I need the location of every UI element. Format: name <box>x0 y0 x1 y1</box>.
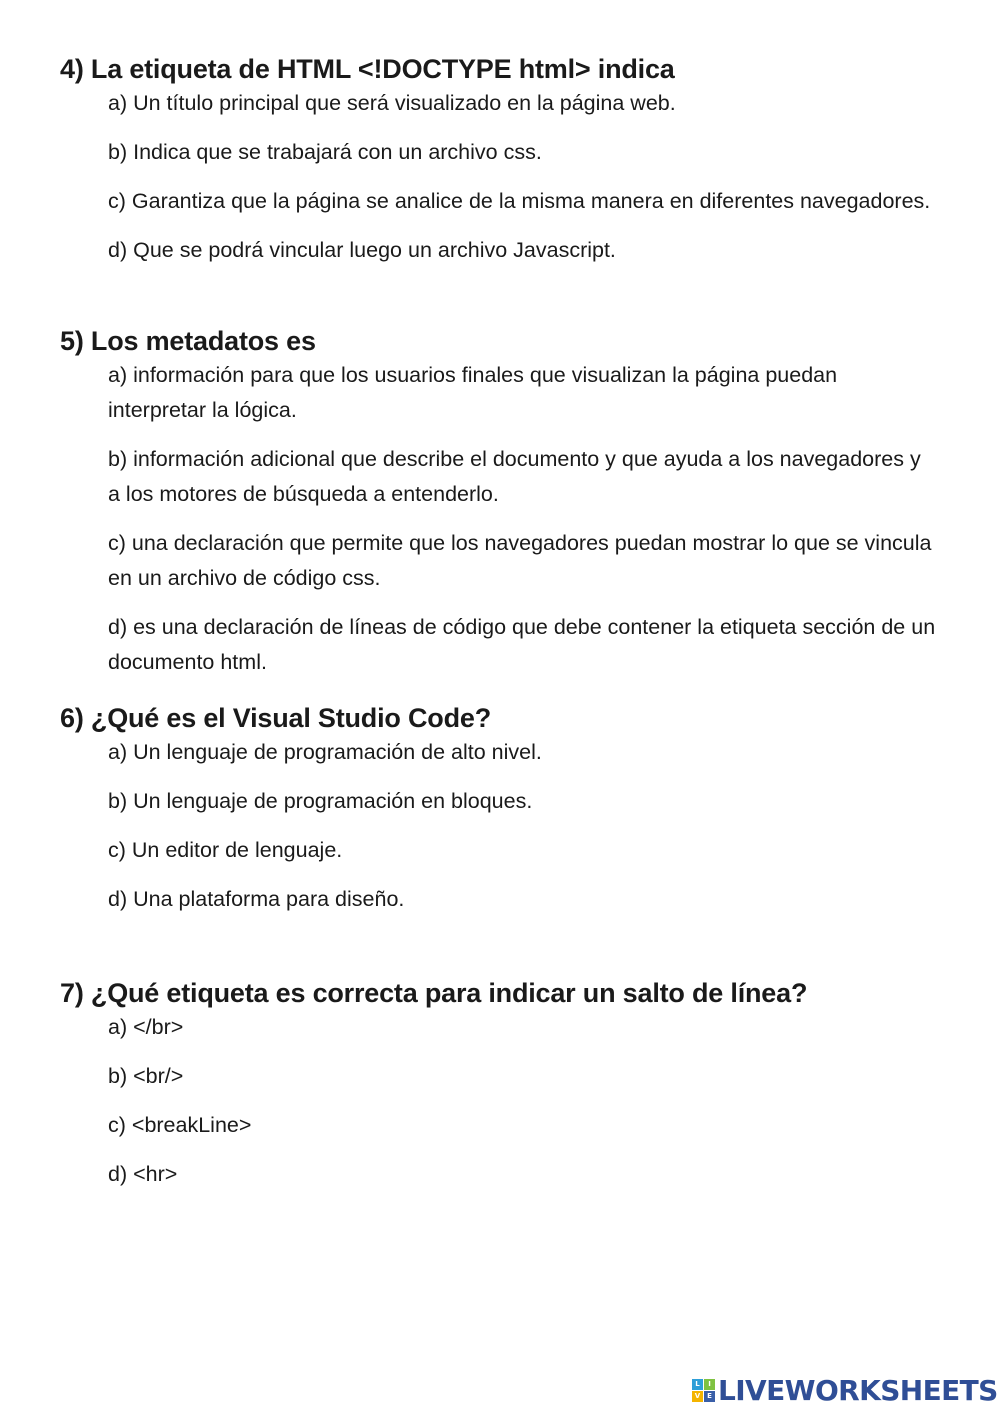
answer-option-b[interactable]: b) Indica que se trabajará con un archivo css. <box>108 140 542 164</box>
question-title: 7) ¿Qué etiqueta es correcta para indicar un salto de línea? <box>60 978 808 1008</box>
answer-options <box>60 358 960 680</box>
logo-block: L <box>692 1379 703 1390</box>
answer-option-c[interactable]: c) una declaración que permite que los navegadores puedan mostrar lo que se vincula en un archivo de código css. <box>108 531 932 590</box>
answer-option-b[interactable]: b) <br/> <box>108 1064 184 1088</box>
logo-block: I <box>704 1379 715 1390</box>
answer-options <box>60 735 960 917</box>
logo-block: V <box>692 1391 703 1402</box>
question-title: 6) ¿Qué es el Visual Studio Code? <box>60 703 491 733</box>
liveworksheets-logo <box>692 1374 998 1406</box>
logo-text: LIVEWORKSHEETS <box>718 1373 998 1407</box>
question-7 <box>60 976 960 1206</box>
answer-option-b[interactable]: b) información adicional que describe el documento y que ayuda a los navegadores y a los motores de búsqueda a entenderlo. <box>108 447 921 506</box>
answer-options <box>60 1010 960 1192</box>
answer-option-d[interactable]: d) <hr> <box>108 1162 178 1186</box>
answer-option-a[interactable]: a) </br> <box>108 1015 184 1039</box>
answer-option-c[interactable]: c) Garantiza que la página se analice de la misma manera en diferentes navegadores. <box>108 189 931 213</box>
logo-blocks-icon <box>692 1379 715 1402</box>
answer-option-a[interactable]: a) Un título principal que será visualizado en la página web. <box>108 91 676 115</box>
question-4 <box>60 52 960 282</box>
answer-option-a[interactable]: a) información para que los usuarios finales que visualizan la página puedan interpretar la lógica. <box>108 363 838 422</box>
answer-option-d[interactable]: d) es una declaración de líneas de código que debe contener la etiqueta sección de un documento html. <box>108 615 936 674</box>
answer-option-a[interactable]: a) Un lenguaje de programación de alto nivel. <box>108 740 542 764</box>
question-6 <box>60 701 960 931</box>
answer-option-b[interactable]: b) Un lenguaje de programación en bloques. <box>108 789 533 813</box>
question-title: 5) Los metadatos es <box>60 326 316 356</box>
question-title: 4) La etiqueta de HTML <!DOCTYPE html> indica <box>60 54 675 84</box>
answer-options <box>60 86 960 268</box>
answer-option-d[interactable]: d) Que se podrá vincular luego un archivo Javascript. <box>108 238 616 262</box>
logo-block: E <box>704 1391 715 1402</box>
question-5 <box>60 324 960 694</box>
answer-option-c[interactable]: c) Un editor de lenguaje. <box>108 838 343 862</box>
answer-option-c[interactable]: c) <breakLine> <box>108 1113 252 1137</box>
answer-option-d[interactable]: d) Una plataforma para diseño. <box>108 887 405 911</box>
